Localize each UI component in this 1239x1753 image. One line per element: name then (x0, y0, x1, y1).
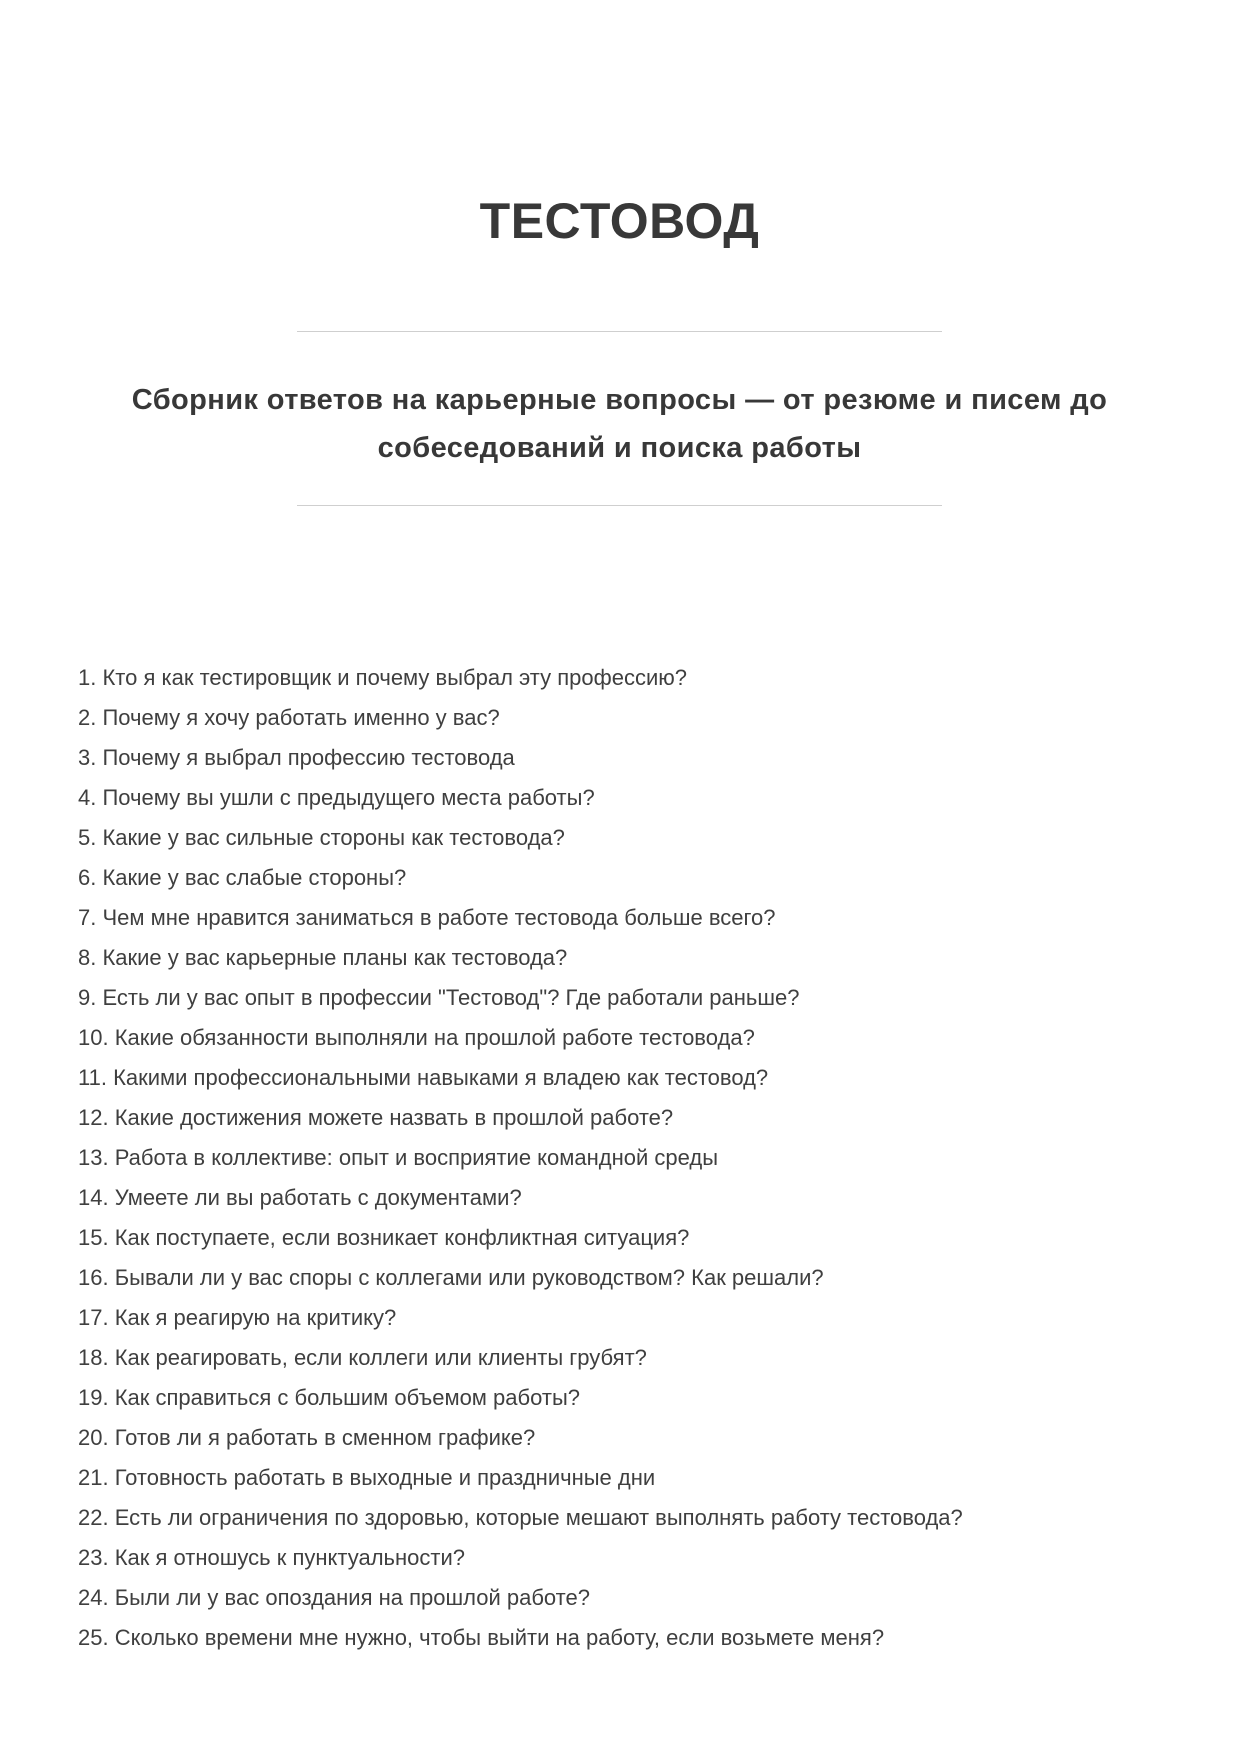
list-item (78, 1378, 1199, 1418)
page-subtitle (0, 376, 1239, 472)
question-number: 24. (78, 1585, 109, 1610)
question-text: Готовность работать в выходные и праздничные дни (108, 1465, 656, 1490)
list-item (78, 1458, 1199, 1498)
question-text: Как поступаете, если возникает конфликтная ситуация? (108, 1225, 690, 1250)
question-number: 20. (78, 1425, 109, 1450)
question-text: Есть ли ограничения по здоровью, которые мешают выполнять работу тестовода? (108, 1505, 963, 1530)
question-number: 3. (78, 745, 97, 770)
question-text: Какие у вас сильные стороны как тестовода? (96, 825, 565, 850)
question-text: Готов ли я работать в сменном графике? (108, 1425, 536, 1450)
question-number: 11. (78, 1065, 107, 1090)
bottom-divider (297, 505, 942, 506)
question-number: 14. (78, 1185, 109, 1210)
question-number: 8. (78, 945, 97, 970)
question-text: Почему я хочу работать именно у вас? (96, 705, 500, 730)
question-number: 2. (78, 705, 97, 730)
list-item (78, 898, 1199, 938)
question-text: Кто я как тестировщик и почему выбрал эту профессию? (96, 665, 687, 690)
question-number: 22. (78, 1505, 109, 1530)
list-item (78, 1098, 1199, 1138)
question-number: 5. (78, 825, 97, 850)
question-number: 15. (78, 1225, 109, 1250)
question-number: 6. (78, 865, 97, 890)
question-number: 25. (78, 1625, 109, 1650)
list-item (78, 1178, 1199, 1218)
question-number: 16. (78, 1265, 109, 1290)
question-number: 19. (78, 1385, 109, 1410)
list-item (78, 778, 1199, 818)
question-number: 7. (78, 905, 97, 930)
subtitle-line-2: собеседований и поиска работы (377, 432, 862, 464)
question-number: 9. (78, 985, 97, 1010)
list-item (78, 658, 1199, 698)
list-item (78, 1578, 1199, 1618)
question-text: Чем мне нравится заниматься в работе тестовода больше всего? (96, 905, 776, 930)
list-item (78, 1538, 1199, 1578)
list-item (78, 938, 1199, 978)
question-text: Какими профессиональными навыками я владею как тестовод? (106, 1065, 769, 1090)
question-text: Почему я выбрал профессию тестовода (96, 745, 515, 770)
top-divider (297, 331, 942, 332)
question-text: Умеете ли вы работать с документами? (108, 1185, 522, 1210)
question-number: 18. (78, 1345, 109, 1370)
question-text: Как я реагирую на критику? (108, 1305, 397, 1330)
question-text: Какие у вас карьерные планы как тестовода? (96, 945, 568, 970)
question-number: 12. (78, 1105, 109, 1130)
question-number: 23. (78, 1545, 109, 1570)
list-item (78, 1138, 1199, 1178)
question-text: Были ли у вас опоздания на прошлой работе? (108, 1585, 590, 1610)
list-item (78, 1298, 1199, 1338)
question-text: Есть ли у вас опыт в профессии "Тестовод"? Где работали раньше? (96, 985, 800, 1010)
list-item (78, 1618, 1199, 1658)
question-text: Сколько времени мне нужно, чтобы выйти на работу, если возьмете меня? (108, 1625, 885, 1650)
question-text: Какие достижения можете назвать в прошлой работе? (108, 1105, 674, 1130)
question-number: 13. (78, 1145, 109, 1170)
list-item (78, 738, 1199, 778)
list-item (78, 1338, 1199, 1378)
question-text: Как реагировать, если коллеги или клиенты грубят? (108, 1345, 647, 1370)
question-text: Почему вы ушли с предыдущего места работы? (96, 785, 595, 810)
list-item (78, 1498, 1199, 1538)
list-item (78, 1218, 1199, 1258)
question-text: Как справиться с большим объемом работы? (108, 1385, 580, 1410)
question-text: Бывали ли у вас споры с коллегами или руководством? Как решали? (108, 1265, 824, 1290)
question-number: 21. (78, 1465, 109, 1490)
question-text: Какие у вас слабые стороны? (96, 865, 407, 890)
list-item (78, 978, 1199, 1018)
page-title: ТЕСТОВОД (479, 193, 760, 249)
list-item (78, 698, 1199, 738)
question-text: Какие обязанности выполняли на прошлой работе тестовода? (108, 1025, 755, 1050)
question-number: 4. (78, 785, 97, 810)
list-item (78, 858, 1199, 898)
question-list (0, 658, 1239, 1658)
list-item (78, 1058, 1199, 1098)
list-item (78, 818, 1199, 858)
list-item (78, 1018, 1199, 1058)
question-number: 10. (78, 1025, 109, 1050)
list-item (78, 1418, 1199, 1458)
list-item (78, 1258, 1199, 1298)
question-number: 17. (78, 1305, 109, 1330)
question-number: 1. (78, 665, 97, 690)
question-text: Как я отношусь к пунктуальности? (108, 1545, 465, 1570)
question-text: Работа в коллективе: опыт и восприятие командной среды (108, 1145, 719, 1170)
subtitle-line-1: Сборник ответов на карьерные вопросы — от резюме и писем до (131, 384, 1108, 416)
